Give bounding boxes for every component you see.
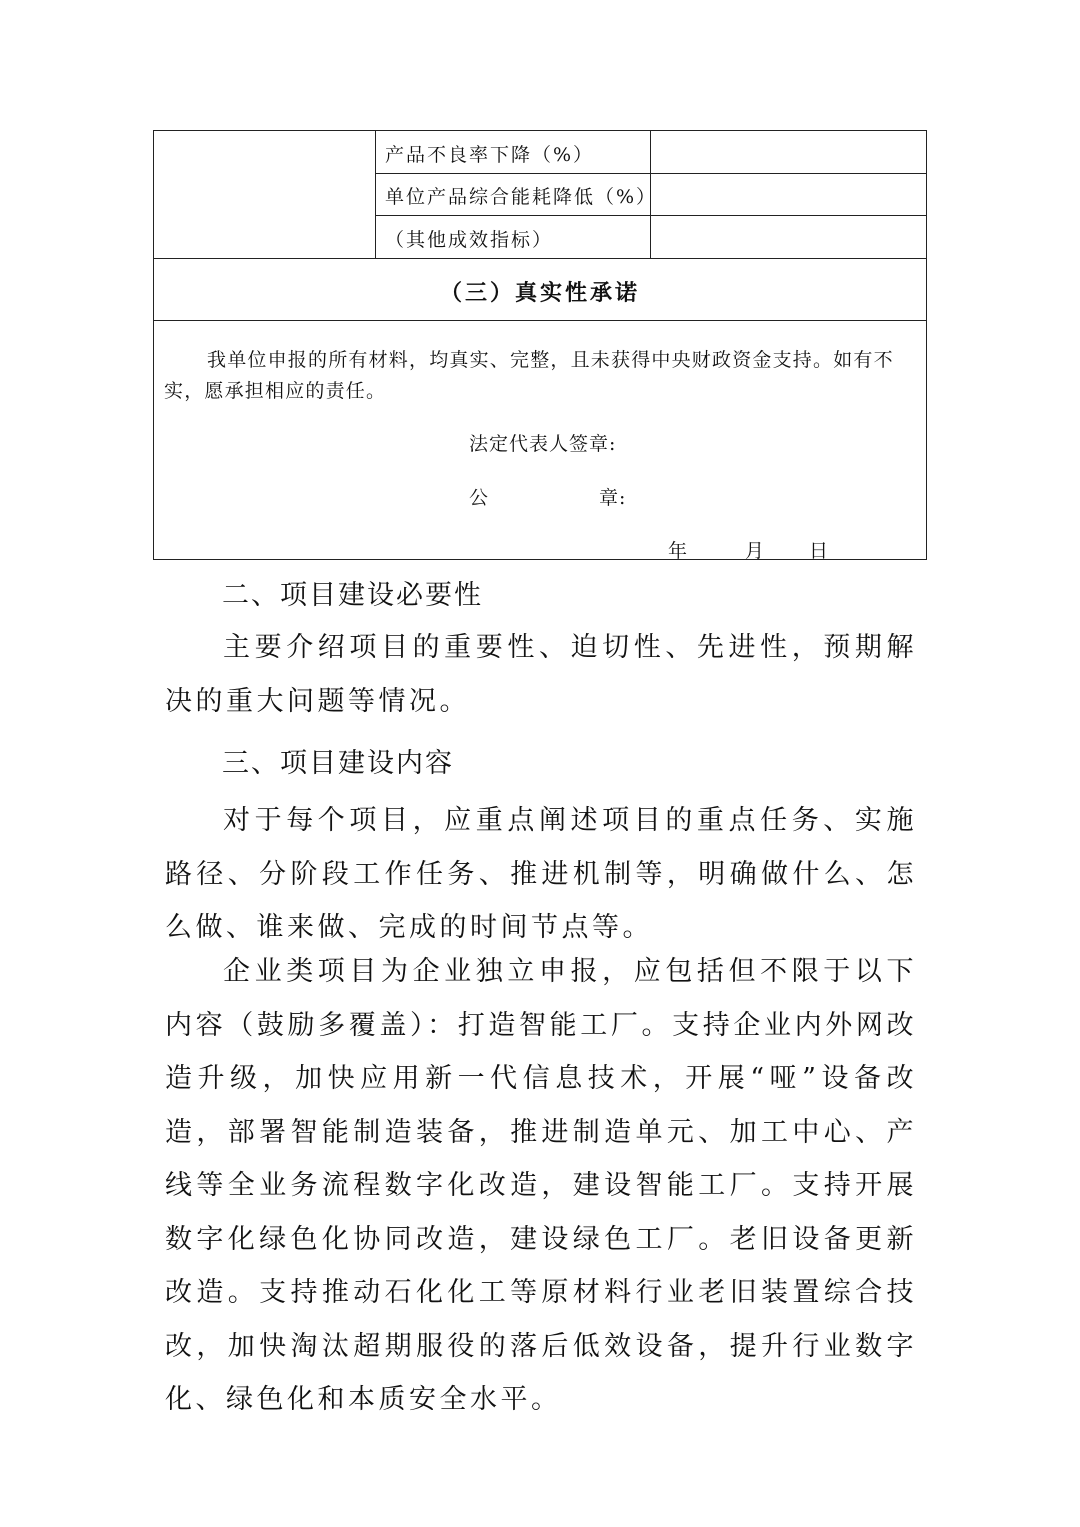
date-month-label: 月 — [745, 540, 766, 562]
indicator-row-label: 单位产品综合能耗降低（%） — [385, 186, 658, 208]
commitment-text: 我单位申报的所有材料，均真实、完整，且未获得中央财政资金支持。如有不实，愿承担相应的责任。 — [164, 349, 894, 402]
indicator-row-label: （其他成效指标） — [385, 229, 554, 251]
application-table — [153, 130, 927, 560]
body-paragraph: 主要介绍项目的重要性、迫切性、先进性，预期解决的重大问题等情况。 — [165, 632, 917, 717]
body-paragraph: 对于每个项目，应重点阐述项目的重点任务、实施路径、分阶段工作任务、推进机制等，明确做什么、怎么做、谁来做、完成的时间节点等。 — [165, 805, 917, 943]
body-paragraph: 企业类项目为企业独立申报，应包括但不限于以下内容（鼓励多覆盖）：打造智能工厂。支持企业内外网改造升级，加快应用新一代信息技术，开展“哑”设备改造，部署智能制造装备，推进制造单元、加工中心、产线等全业务流程数字化改造，建设智能工厂。支持开展数字化绿色化协同改造，建设绿色工厂。老旧设备更新改造。支持推动石化化工等原材料行业老旧装置综合技改，加快淘汰超期服役的落后低效设备，提升行业数字化、绿色化和本质安全水平。 — [165, 956, 917, 1415]
section-heading: 三、项目建设内容 — [222, 748, 454, 779]
section-heading: 二、项目建设必要性 — [222, 580, 483, 611]
indicator-row-label: 产品不良率下降（%） — [385, 144, 595, 166]
section-title: （三）真实性承诺 — [439, 280, 640, 306]
date-day-label: 日 — [809, 540, 830, 562]
table-divider — [375, 173, 927, 174]
table-divider — [375, 215, 927, 216]
table-divider — [154, 320, 927, 321]
seal-label: 章: — [599, 487, 627, 509]
legal-rep-signature-label: 法定代表人签章: — [469, 433, 617, 455]
table-divider — [375, 131, 376, 259]
seal-label: 公 — [469, 487, 490, 509]
table-divider — [154, 258, 927, 259]
date-year-label: 年 — [668, 540, 689, 562]
